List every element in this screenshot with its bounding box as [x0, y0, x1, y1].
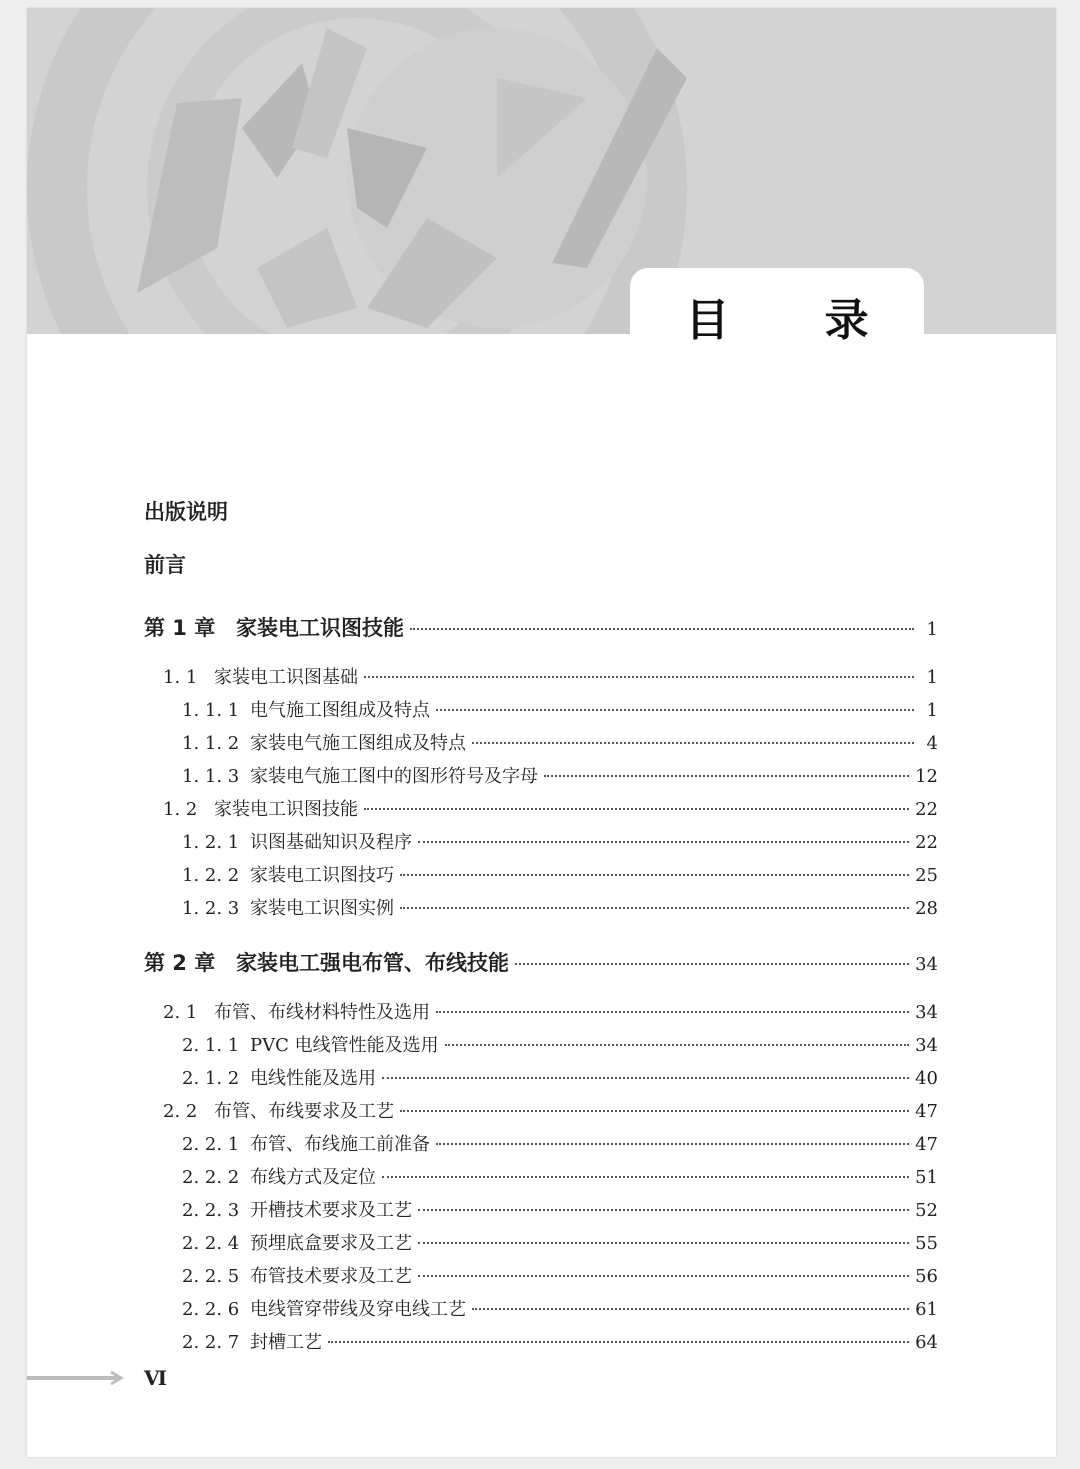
toc-entry-title: 布管、布线材料特性及选用 [214, 1002, 430, 1023]
toc-entry-sub[interactable] [144, 828, 938, 854]
toc-entry-number: 2. 1 [163, 1002, 198, 1023]
toc-entry-number: 1. 2 [163, 799, 198, 820]
toc-entry-title: PVC 电线管性能及选用 [250, 1035, 439, 1056]
toc-entry-page: 61 [915, 1299, 938, 1320]
front-matter-preface[interactable]: 前言 [144, 553, 186, 577]
toc-entry-title: 开槽技术要求及工艺 [250, 1200, 412, 1221]
toc-entry-page: 40 [915, 1068, 938, 1089]
toc-entry-sub[interactable] [144, 762, 938, 788]
toc-entry-title: 识图基础知识及程序 [250, 832, 412, 853]
toc-entry-title: 电气施工图组成及特点 [250, 700, 430, 721]
toc-entry-title: 布管、布线施工前准备 [250, 1134, 430, 1155]
toc-entry-sub[interactable] [144, 1262, 938, 1288]
toc-entry-number: 2. 2. 3 [182, 1200, 240, 1221]
toc-entry-section[interactable] [144, 663, 938, 689]
dot-leader [436, 709, 914, 711]
toc-entry-number: 1. 2. 1 [182, 832, 240, 853]
toc-entry-sub[interactable] [144, 1031, 938, 1057]
toc-entry-sub[interactable] [144, 1163, 938, 1189]
toc-entry-sub[interactable] [144, 1295, 938, 1321]
toc-entry-number: 2. 2. 7 [182, 1332, 240, 1353]
toc-entry-title: 电线性能及选用 [250, 1068, 376, 1089]
toc-entry-title: 家装电工识图实例 [250, 898, 394, 919]
dot-leader [445, 1044, 909, 1046]
toc-entry-number: 2. 2. 2 [182, 1167, 240, 1188]
dot-leader [364, 808, 909, 810]
toc-entry-page: 25 [915, 865, 938, 886]
toc-entry-page: 34 [915, 1002, 938, 1023]
toc-entry-page: 47 [915, 1134, 938, 1155]
toc-entry-page: 1 [926, 667, 938, 688]
front-matter-publication-note[interactable]: 出版说明 [144, 500, 228, 524]
toc-entry-section[interactable] [144, 998, 938, 1024]
toc-entry-number: 2. 2. 1 [182, 1134, 240, 1155]
dot-leader [515, 963, 909, 965]
dot-leader [418, 1209, 909, 1211]
toc-entry-title: 家装电工识图技能 [236, 616, 404, 640]
toc-entry-section[interactable] [144, 1097, 938, 1123]
toc-entry-sub[interactable] [144, 1229, 938, 1255]
toc-entry-title: 布管、布线要求及工艺 [214, 1101, 394, 1122]
toc-entry-section[interactable] [144, 795, 938, 821]
toc-entry-page: 47 [915, 1101, 938, 1122]
toc-entry-sub[interactable] [144, 861, 938, 887]
toc-entry-number: 1. 2. 3 [182, 898, 240, 919]
page [27, 8, 1056, 1457]
toc-entry-sub[interactable] [144, 1196, 938, 1222]
toc-entry-number: 2. 1. 2 [182, 1068, 240, 1089]
toc-entry-page: 55 [915, 1233, 938, 1254]
toc-entry-title: 家装电工识图技能 [214, 799, 358, 820]
toc-entry-page: 12 [915, 766, 938, 787]
dot-leader [400, 1110, 909, 1112]
toc-entry-page: 52 [915, 1200, 938, 1221]
toc-entry-number: 2. 2. 6 [182, 1299, 240, 1320]
dot-leader [418, 841, 909, 843]
toc-entry-page: 34 [915, 954, 938, 975]
dot-leader [418, 1275, 909, 1277]
toc-entry-number: 第 2 章 [144, 951, 216, 975]
dot-leader [410, 628, 914, 630]
toc-entry-number: 2. 2 [163, 1101, 198, 1122]
dot-leader [382, 1176, 909, 1178]
toc-entry-chapter[interactable] [144, 612, 938, 642]
toc-entry-page: 1 [926, 619, 938, 640]
dot-leader [328, 1341, 909, 1343]
toc-entry-sub[interactable] [144, 1064, 938, 1090]
dot-leader [418, 1242, 909, 1244]
dot-leader [400, 907, 909, 909]
toc-entry-title: 家装电工识图基础 [214, 667, 358, 688]
dot-leader [382, 1077, 909, 1079]
toc-entry-number: 1. 1 [163, 667, 198, 688]
toc-entry-title: 封槽工艺 [250, 1332, 322, 1353]
toc-entry-sub[interactable] [144, 1328, 938, 1354]
toc-entry-number: 2. 2. 5 [182, 1266, 240, 1287]
title-tab [630, 268, 924, 346]
toc-entry-number: 2. 1. 1 [182, 1035, 240, 1056]
page-number: Ⅵ [144, 1366, 167, 1390]
toc-entry-number: 1. 1. 1 [182, 700, 240, 721]
toc-entry-page: 22 [915, 832, 938, 853]
toc-entry-page: 1 [926, 700, 938, 721]
toc-entry-number: 2. 2. 4 [182, 1233, 240, 1254]
toc-entry-number: 1. 1. 2 [182, 733, 240, 754]
toc-entry-number: 第 1 章 [144, 616, 216, 640]
dot-leader [436, 1011, 909, 1013]
toc-entry-sub[interactable] [144, 696, 938, 722]
dot-leader [472, 742, 914, 744]
toc-entry-sub[interactable] [144, 894, 938, 920]
toc-entry-number: 1. 1. 3 [182, 766, 240, 787]
toc-entry-page: 51 [915, 1167, 938, 1188]
toc-entry-page: 34 [915, 1035, 938, 1056]
toc-entry-page: 28 [915, 898, 938, 919]
toc-entry-page: 56 [915, 1266, 938, 1287]
toc-entry-title: 家装电工强电布管、布线技能 [236, 951, 509, 975]
page-title: 目 录 [685, 295, 909, 346]
dot-leader [544, 775, 909, 777]
toc-entry-title: 家装电气施工图组成及特点 [250, 733, 466, 754]
footer-arrow-icon [27, 1370, 127, 1386]
toc-entry-title: 家装电工识图技巧 [250, 865, 394, 886]
toc-entry-title: 家装电气施工图中的图形符号及字母 [250, 766, 538, 787]
toc-entry-title: 布管技术要求及工艺 [250, 1266, 412, 1287]
dot-leader [436, 1143, 909, 1145]
toc-entry-sub[interactable] [144, 729, 938, 755]
toc-entry-title: 布线方式及定位 [250, 1167, 376, 1188]
dot-leader [400, 874, 909, 876]
toc-entry-sub[interactable] [144, 1130, 938, 1156]
dot-leader [472, 1308, 909, 1310]
toc-entry-title: 电线管穿带线及穿电线工艺 [250, 1299, 466, 1320]
toc-entry-chapter[interactable] [144, 947, 938, 977]
toc-entry-number: 1. 2. 2 [182, 865, 240, 886]
toc-entry-page: 4 [926, 733, 938, 754]
dot-leader [364, 676, 914, 678]
toc-entry-page: 64 [915, 1332, 938, 1353]
toc-entry-title: 预埋底盒要求及工艺 [250, 1233, 412, 1254]
toc-entry-page: 22 [915, 799, 938, 820]
